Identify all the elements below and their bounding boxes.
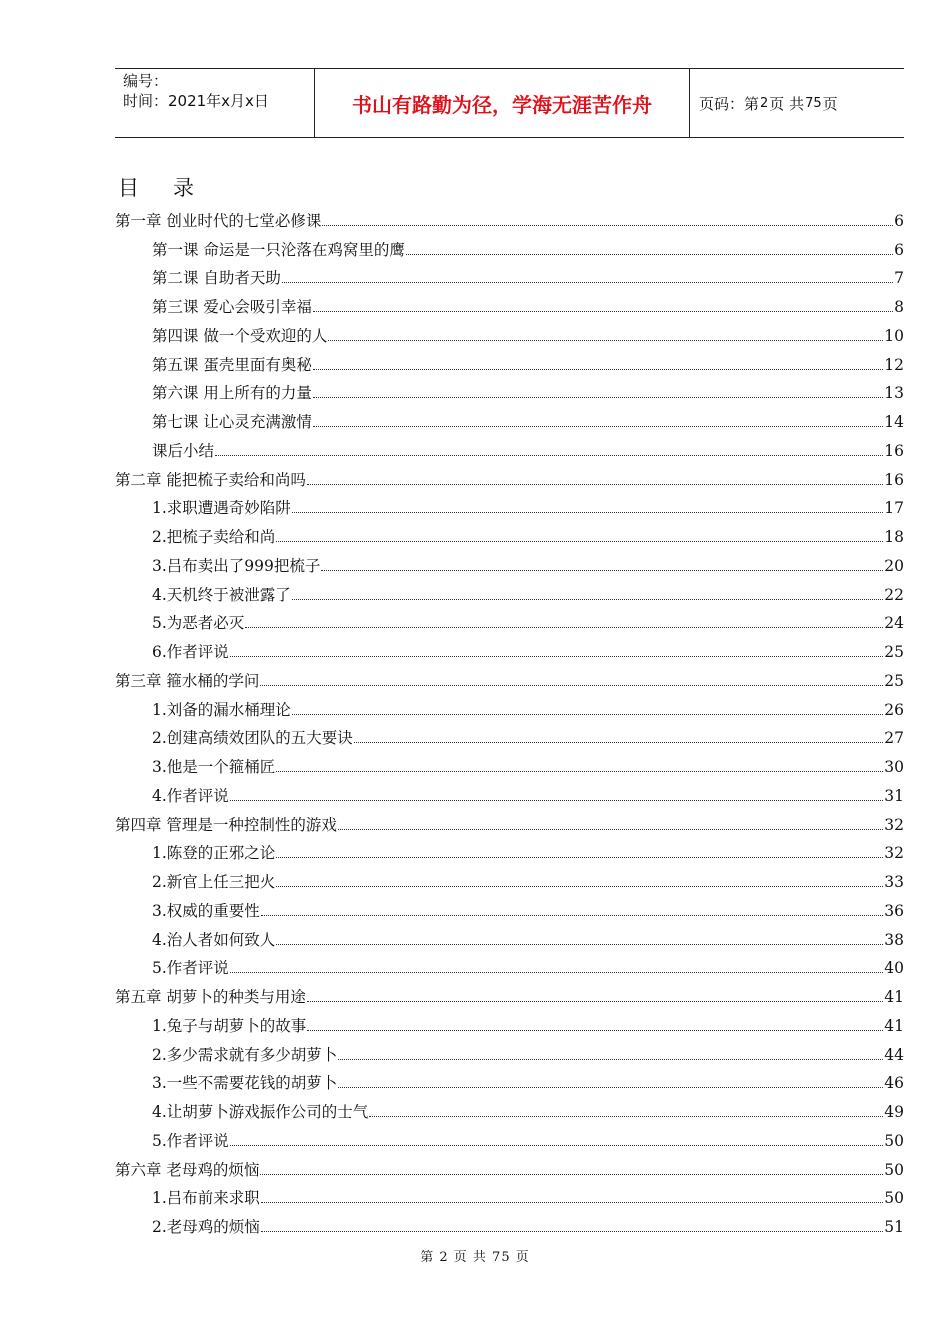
toc-entry-title: 课后小结 bbox=[152, 441, 215, 460]
toc-entry-title: 第二课 自助者天助 bbox=[152, 269, 281, 288]
header-meta bbox=[115, 69, 315, 137]
toc-entry-page: 49 bbox=[884, 1103, 904, 1121]
toc-leader-dots bbox=[338, 1059, 883, 1060]
toc-entry-title: 4.让胡萝卜游戏振作公司的士气 bbox=[152, 1103, 369, 1121]
toc-entry-title: 5.作者评说 bbox=[152, 959, 229, 978]
toc-leader-dots bbox=[321, 570, 883, 571]
toc-section-entry[interactable] bbox=[115, 690, 904, 719]
toc-leader-dots bbox=[338, 1087, 883, 1088]
toc-leader-dots bbox=[313, 369, 883, 370]
toc-leader-dots bbox=[292, 714, 883, 715]
time-label: 时间：2021年x月x日 bbox=[123, 92, 269, 110]
toc-chapter-entry[interactable] bbox=[115, 661, 904, 690]
toc-section-entry[interactable] bbox=[115, 546, 904, 575]
toc-leader-dots bbox=[313, 426, 883, 427]
toc-entry-title: 1.求职遭遇奇妙陷阱 bbox=[152, 499, 291, 518]
toc-entry-page: 41 bbox=[884, 988, 904, 1006]
toc-entry-page: 12 bbox=[884, 355, 904, 374]
toc-entry-title: 2.创建高绩效团队的五大要诀 bbox=[152, 729, 353, 748]
toc-leader-dots bbox=[307, 1030, 883, 1031]
toc-entry-title: 1.兔子与胡萝卜的故事 bbox=[152, 1016, 307, 1035]
toc-entry-page: 46 bbox=[884, 1074, 904, 1093]
toc-leader-dots bbox=[292, 599, 883, 600]
toc-section-entry[interactable] bbox=[115, 1035, 904, 1064]
toc-leader-dots bbox=[313, 311, 893, 312]
toc-leader-dots bbox=[215, 455, 883, 456]
toc-entry-title: 第三课 爱心会吸引幸福 bbox=[152, 298, 312, 316]
toc-leader-dots bbox=[354, 742, 883, 743]
toc-entry-title: 4.作者评说 bbox=[152, 786, 229, 805]
toc-section-entry[interactable] bbox=[115, 230, 904, 259]
toc-leader-dots bbox=[307, 484, 883, 485]
toc-section-entry[interactable] bbox=[115, 719, 904, 748]
toc-leader-dots bbox=[322, 225, 893, 226]
toc-entry-page: 31 bbox=[884, 786, 904, 805]
toc-leader-dots bbox=[276, 541, 883, 542]
page-suffix: 页 bbox=[822, 94, 838, 113]
toc-entry-page: 32 bbox=[884, 815, 904, 834]
toc-leader-dots bbox=[230, 1145, 883, 1146]
toc-section-entry[interactable] bbox=[115, 1121, 904, 1150]
toc-leader-dots bbox=[282, 282, 893, 283]
toc-entry-page: 16 bbox=[884, 470, 904, 489]
toc-section-entry[interactable] bbox=[115, 604, 904, 633]
toc-entry-page: 40 bbox=[884, 959, 904, 978]
toc-section-entry[interactable] bbox=[115, 1207, 904, 1236]
toc-entry-page: 25 bbox=[884, 671, 904, 690]
toc-entry-page: 16 bbox=[884, 441, 904, 460]
toc-section-entry[interactable] bbox=[115, 489, 904, 518]
toc-entry-page: 50 bbox=[884, 1131, 904, 1150]
toc-section-entry[interactable] bbox=[115, 862, 904, 891]
toc-section-entry[interactable] bbox=[115, 1006, 904, 1035]
toc-leader-dots bbox=[276, 771, 883, 772]
toc-title-char-1: 目 bbox=[118, 176, 139, 200]
toc-chapter-entry[interactable] bbox=[115, 977, 904, 1006]
toc-entry-title: 第一课 命运是一只沦落在鸡窝里的鹰 bbox=[152, 240, 405, 259]
toc-entry-page: 6 bbox=[894, 240, 904, 259]
toc-section-entry[interactable] bbox=[115, 287, 904, 316]
toc-section-entry[interactable] bbox=[115, 1064, 904, 1093]
header-motto: 书山有路勤为径，学海无涯苦作舟 bbox=[315, 69, 690, 137]
toc-leader-dots bbox=[406, 254, 893, 255]
toc-entry-page: 22 bbox=[884, 585, 904, 604]
toc-section-entry[interactable] bbox=[115, 1179, 904, 1208]
toc-section-entry[interactable] bbox=[115, 316, 904, 345]
toc-leader-dots bbox=[307, 1001, 883, 1002]
toc-entry-title: 5.作者评说 bbox=[152, 1131, 229, 1150]
toc-entry-page: 6 bbox=[894, 211, 904, 230]
page-total: 75 bbox=[805, 95, 822, 111]
toc-entry-page: 26 bbox=[884, 700, 904, 719]
toc-entry-page: 25 bbox=[884, 643, 904, 661]
toc-leader-dots bbox=[276, 944, 883, 945]
toc-entry-title: 3.他是一个箍桶匠 bbox=[152, 758, 276, 776]
toc-entry-title: 2.新官上任三把火 bbox=[152, 873, 276, 891]
toc-section-entry[interactable] bbox=[115, 920, 904, 949]
toc-entry-title: 第四章 管理是一种控制性的游戏 bbox=[115, 815, 337, 834]
toc-entry-page: 51 bbox=[884, 1218, 904, 1236]
page-prefix: 页码：第 bbox=[699, 94, 760, 113]
toc-entry-page: 50 bbox=[884, 1189, 904, 1208]
toc-entry-page: 27 bbox=[884, 729, 904, 748]
table-of-contents bbox=[115, 201, 904, 1236]
toc-entry-page: 7 bbox=[894, 269, 904, 288]
toc-entry-title: 3.一些不需要花钱的胡萝卜 bbox=[152, 1074, 338, 1093]
toc-leader-dots bbox=[261, 1231, 883, 1232]
toc-entry-page: 24 bbox=[884, 614, 904, 633]
toc-leader-dots bbox=[276, 857, 883, 858]
toc-entry-page: 18 bbox=[884, 528, 904, 546]
toc-entry-title: 第七课 让心灵充满激情 bbox=[152, 413, 312, 431]
toc-entry-title: 1.刘备的漏水桶理论 bbox=[152, 700, 291, 719]
toc-entry-title: 1.吕布前来求职 bbox=[152, 1189, 260, 1208]
toc-section-entry[interactable] bbox=[115, 1092, 904, 1121]
toc-leader-dots bbox=[245, 627, 883, 628]
toc-leader-dots bbox=[261, 1202, 883, 1203]
toc-entry-title: 3.吕布卖出了999把梳子 bbox=[152, 556, 321, 575]
toc-entry-title: 1.陈登的正邪之论 bbox=[152, 844, 276, 863]
toc-entry-title: 4.治人者如何致人 bbox=[152, 930, 276, 949]
toc-section-entry[interactable] bbox=[115, 776, 904, 805]
toc-entry-title: 第一章 创业时代的七堂必修课 bbox=[115, 211, 322, 230]
page-footer: 第 2 页 共 75 页 bbox=[420, 1250, 530, 1265]
number-label: 编号： bbox=[123, 72, 169, 90]
toc-section-entry[interactable] bbox=[115, 575, 904, 604]
toc-leader-dots bbox=[230, 972, 883, 973]
toc-entry-page: 13 bbox=[884, 384, 904, 403]
toc-entry-page: 50 bbox=[884, 1160, 904, 1179]
toc-entry-page: 20 bbox=[884, 556, 904, 575]
toc-entry-title: 第六章 老母鸡的烦恼 bbox=[115, 1160, 260, 1179]
toc-title-char-2: 录 bbox=[173, 176, 194, 200]
toc-leader-dots bbox=[276, 886, 883, 887]
page-mid: 页 共 bbox=[769, 94, 805, 113]
toc-chapter-entry[interactable] bbox=[115, 805, 904, 834]
toc-section-entry[interactable] bbox=[115, 431, 904, 460]
toc-section-entry[interactable] bbox=[115, 891, 904, 920]
toc-leader-dots bbox=[260, 1174, 883, 1175]
toc-entry-title: 第二章 能把梳子卖给和尚吗 bbox=[115, 470, 306, 489]
toc-entry-title: 3.权威的重要性 bbox=[152, 901, 260, 920]
toc-section-entry[interactable] bbox=[115, 517, 904, 546]
toc-leader-dots bbox=[369, 1116, 883, 1117]
toc-section-entry[interactable] bbox=[115, 259, 904, 288]
toc-entry-page: 14 bbox=[884, 413, 904, 431]
toc-leader-dots bbox=[338, 829, 883, 830]
toc-entry-page: 33 bbox=[884, 873, 904, 891]
toc-entry-title: 第五章 胡萝卜的种类与用途 bbox=[115, 988, 306, 1006]
toc-entry-page: 8 bbox=[894, 298, 904, 316]
toc-entry-page: 32 bbox=[884, 844, 904, 863]
toc-section-entry[interactable] bbox=[115, 402, 904, 431]
toc-section-entry[interactable] bbox=[115, 834, 904, 863]
toc-section-entry[interactable] bbox=[115, 374, 904, 403]
toc-leader-dots bbox=[230, 800, 883, 801]
toc-chapter-entry[interactable] bbox=[115, 460, 904, 489]
toc-leader-dots bbox=[292, 512, 883, 513]
toc-entry-page: 30 bbox=[884, 758, 904, 776]
header-page-info bbox=[689, 69, 904, 137]
toc-entry-page: 44 bbox=[884, 1045, 904, 1064]
toc-entry-title: 2.老母鸡的烦恼 bbox=[152, 1218, 260, 1236]
toc-section-entry[interactable] bbox=[115, 345, 904, 374]
toc-section-entry[interactable] bbox=[115, 747, 904, 776]
toc-entry-page: 36 bbox=[884, 901, 904, 920]
toc-leader-dots bbox=[313, 397, 883, 398]
toc-chapter-entry[interactable] bbox=[115, 201, 904, 230]
toc-leader-dots bbox=[260, 685, 883, 686]
toc-entry-title: 6.作者评说 bbox=[152, 643, 229, 661]
toc-section-entry[interactable] bbox=[115, 949, 904, 978]
toc-leader-dots bbox=[261, 915, 883, 916]
toc-entry-page: 17 bbox=[884, 499, 904, 518]
toc-entry-page: 10 bbox=[884, 326, 904, 345]
page-number: 2 bbox=[760, 95, 769, 111]
toc-leader-dots bbox=[328, 340, 883, 341]
toc-entry-title: 4.天机终于被泄露了 bbox=[152, 585, 291, 604]
toc-entry-title: 5.为恶者必灭 bbox=[152, 614, 245, 633]
toc-entry-page: 41 bbox=[884, 1016, 904, 1035]
toc-entry-title: 2.把梳子卖给和尚 bbox=[152, 528, 276, 546]
toc-chapter-entry[interactable] bbox=[115, 1150, 904, 1179]
toc-entry-title: 第三章 箍水桶的学问 bbox=[115, 671, 260, 690]
page-header bbox=[115, 68, 904, 138]
toc-leader-dots bbox=[230, 656, 883, 657]
toc-entry-title: 第五课 蛋壳里面有奥秘 bbox=[152, 355, 312, 374]
toc-entry-page: 38 bbox=[884, 930, 904, 949]
toc-section-entry[interactable] bbox=[115, 632, 904, 661]
toc-entry-title: 2.多少需求就有多少胡萝卜 bbox=[152, 1045, 338, 1064]
toc-title bbox=[118, 172, 194, 202]
toc-entry-title: 第六课 用上所有的力量 bbox=[152, 384, 312, 403]
toc-entry-title: 第四课 做一个受欢迎的人 bbox=[152, 326, 328, 345]
